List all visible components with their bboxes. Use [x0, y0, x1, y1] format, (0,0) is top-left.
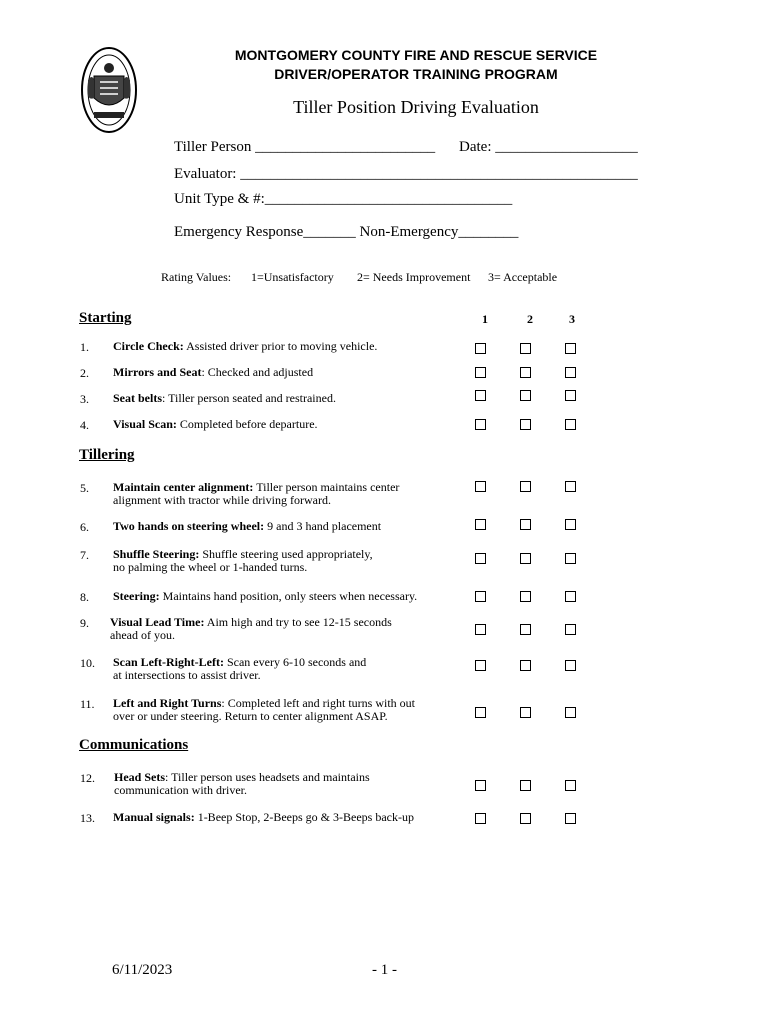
item-number: 3.	[80, 392, 89, 406]
rating-checkbox-3[interactable]	[565, 707, 576, 718]
page-number: - 1 -	[372, 962, 397, 978]
item-number: 6.	[80, 520, 89, 534]
tiller-person-field[interactable]: Tiller Person ________________________	[174, 139, 436, 155]
item-text-line2: ahead of you.	[110, 628, 175, 642]
item-text: Maintains hand position, only steers when necessary.	[159, 589, 418, 603]
item-text: Shuffle steering used appropriately,	[199, 547, 373, 561]
rating-checkbox-3[interactable]	[565, 624, 576, 635]
item-title: Visual Scan:	[113, 417, 177, 431]
rating-checkbox-2[interactable]	[520, 519, 531, 530]
item-text-line2: alignment with tractor while driving forward.	[113, 493, 331, 507]
rating-checkbox-1[interactable]	[475, 343, 486, 354]
item-text: : Checked and adjusted	[201, 365, 314, 379]
item-number: 10.	[80, 656, 95, 670]
rating-checkbox-1[interactable]	[475, 780, 486, 791]
column-header-1: 1	[482, 312, 488, 326]
rating-checkbox-1[interactable]	[475, 707, 486, 718]
rating-checkbox-3[interactable]	[565, 390, 576, 401]
section-starting: Starting	[79, 310, 132, 326]
item-text-line2: no palming the wheel or 1-handed turns.	[113, 560, 308, 574]
item-title: Shuffle Steering:	[113, 547, 200, 561]
item-description	[113, 418, 318, 431]
rating-checkbox-2[interactable]	[520, 419, 531, 430]
item-text: Assisted driver prior to moving vehicle.	[183, 339, 378, 353]
item-title: Mirrors and Seat	[113, 365, 202, 379]
unit-type-field[interactable]: Unit Type & #:_________________________________	[174, 191, 513, 207]
item-text: Completed before departure.	[176, 417, 318, 431]
item-description	[113, 392, 336, 405]
item-text: 1-Beep Stop, 2-Beeps go & 3-Beeps back-up	[194, 810, 414, 824]
rating-checkbox-2[interactable]	[520, 367, 531, 378]
rating-checkbox-1[interactable]	[475, 624, 486, 635]
rating-checkbox-3[interactable]	[565, 813, 576, 824]
item-text: : Tiller person seated and restrained.	[162, 391, 336, 405]
item-number: 13.	[80, 811, 95, 825]
rating-checkbox-3[interactable]	[565, 591, 576, 602]
rating-checkbox-3[interactable]	[565, 519, 576, 530]
rating-checkbox-1[interactable]	[475, 813, 486, 824]
rating-value-1: 1=Unsatisfactory	[251, 270, 334, 284]
rating-checkbox-2[interactable]	[520, 390, 531, 401]
item-description	[113, 520, 381, 533]
item-number: 11.	[80, 697, 95, 711]
item-title: Head Sets	[114, 770, 165, 784]
item-number: 8.	[80, 590, 89, 604]
rating-checkbox-1[interactable]	[475, 367, 486, 378]
rating-checkbox-2[interactable]	[520, 813, 531, 824]
item-text: Scan every 6-10 seconds and	[223, 655, 367, 669]
item-number: 12.	[80, 771, 95, 785]
item-description	[113, 656, 366, 682]
item-title: Circle Check:	[113, 339, 184, 353]
response-type-field[interactable]: Emergency Response_______ Non-Emergency________	[174, 224, 519, 240]
rating-checkbox-3[interactable]	[565, 367, 576, 378]
rating-checkbox-2[interactable]	[520, 707, 531, 718]
item-text: 9 and 3 hand placement	[264, 519, 382, 533]
rating-checkbox-3[interactable]	[565, 660, 576, 671]
rating-checkbox-1[interactable]	[475, 419, 486, 430]
item-text-line2: communication with driver.	[114, 783, 247, 797]
item-text-line2: at intersections to assist driver.	[113, 668, 261, 682]
rating-checkbox-1[interactable]	[475, 519, 486, 530]
item-number: 7.	[80, 548, 89, 562]
rating-checkbox-2[interactable]	[520, 780, 531, 791]
item-title: Steering:	[113, 589, 160, 603]
rating-checkbox-1[interactable]	[475, 591, 486, 602]
agency-name: MONTGOMERY COUNTY FIRE AND RESCUE SERVICE	[234, 47, 598, 63]
item-description	[113, 590, 417, 603]
rating-checkbox-1[interactable]	[475, 390, 486, 401]
item-title: Scan Left-Right-Left:	[113, 655, 224, 669]
rating-checkbox-2[interactable]	[520, 624, 531, 635]
rating-checkbox-2[interactable]	[520, 660, 531, 671]
column-header-2: 2	[527, 312, 533, 326]
evaluator-field[interactable]: Evaluator: _____________________________________________________	[174, 166, 638, 182]
item-text: Aim high and try to see 12-15 seconds	[204, 615, 392, 629]
item-description	[113, 697, 415, 723]
rating-checkbox-3[interactable]	[565, 780, 576, 791]
item-text: : Completed left and right turns with out	[221, 696, 416, 710]
rating-checkbox-3[interactable]	[565, 481, 576, 492]
rating-checkbox-1[interactable]	[475, 660, 486, 671]
footer-date: 6/11/2023	[112, 962, 173, 978]
item-description	[110, 616, 392, 642]
item-description	[113, 481, 399, 507]
rating-checkbox-2[interactable]	[520, 591, 531, 602]
item-text-line2: over or under steering. Return to center alignment ASAP.	[113, 709, 388, 723]
item-number: 4.	[80, 418, 89, 432]
rating-checkbox-3[interactable]	[565, 419, 576, 430]
item-text: Tiller person maintains center	[253, 480, 400, 494]
rating-value-3: 3= Acceptable	[488, 270, 558, 284]
section-communications: Communications	[79, 737, 189, 753]
rating-checkbox-2[interactable]	[520, 343, 531, 354]
item-title: Maintain center alignment:	[113, 480, 254, 494]
program-name: DRIVER/OPERATOR TRAINING PROGRAM	[274, 66, 558, 82]
item-description	[113, 811, 414, 824]
rating-checkbox-2[interactable]	[520, 481, 531, 492]
item-title: Left and Right Turns	[113, 696, 222, 710]
item-title: Two hands on steering wheel:	[113, 519, 265, 533]
item-title: Manual signals:	[113, 810, 195, 824]
item-number: 2.	[80, 366, 89, 380]
item-description	[113, 548, 373, 574]
section-tillering: Tillering	[79, 447, 135, 463]
rating-checkbox-3[interactable]	[565, 343, 576, 354]
item-description	[113, 340, 377, 353]
item-description	[114, 771, 370, 797]
item-description	[113, 366, 313, 379]
rating-checkbox-2[interactable]	[520, 553, 531, 564]
page-title: Tiller Position Driving Evaluation	[293, 97, 539, 117]
item-number: 9.	[80, 616, 89, 630]
rating-checkbox-1[interactable]	[475, 481, 486, 492]
item-title: Seat belts	[113, 391, 162, 405]
column-header-3: 3	[569, 312, 575, 326]
date-field[interactable]: Date: ___________________	[459, 139, 638, 155]
rating-checkbox-3[interactable]	[565, 553, 576, 564]
rating-values-label: Rating Values:	[161, 270, 232, 284]
rating-checkbox-1[interactable]	[475, 553, 486, 564]
item-number: 1.	[80, 340, 89, 354]
item-title: Visual Lead Time:	[110, 615, 205, 629]
item-text: : Tiller person uses headsets and maintains	[165, 770, 370, 784]
rating-value-2: 2= Needs Improvement	[357, 270, 471, 284]
item-number: 5.	[80, 481, 89, 495]
